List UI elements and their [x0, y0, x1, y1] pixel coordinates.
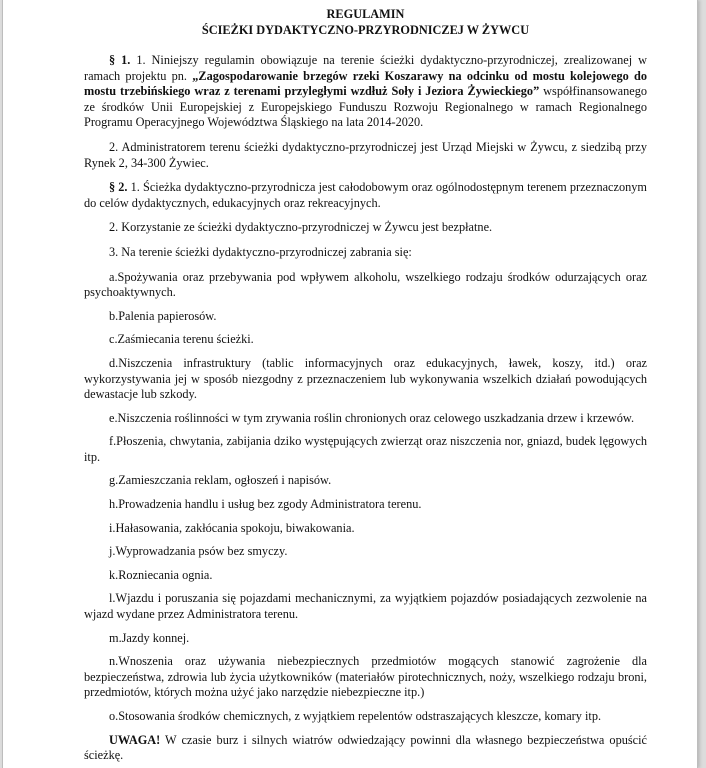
list-item: c.Zaśmiecania terenu ścieżki.	[109, 332, 254, 347]
section-2-text-1: 1. Ścieżka dydaktyczno-przyrodnicza jest całodobowym oraz ogólnodostępnym terenem przeznaczonym do celów dydaktycznych, edukacyjnych oraz rekreacyjnych.	[84, 180, 647, 210]
section-1-paragraph-2: 2. Administratorem terenu ścieżki dydaktyczno-przyrodniczej jest Urząd Miejski w Żywcu, z siedzibą przy Rynek 2, 34-300 Żywiec.	[84, 139, 647, 170]
list-item: m.Jazdy konnej.	[109, 630, 190, 645]
list-item: f.Płoszenia, chwytania, zabijania dziko występujących zwierząt oraz niszczenia nor, gniazd, budek lęgowych itp.	[84, 434, 647, 464]
section-1-paragraph-1	[84, 53, 647, 131]
list-item: o.Stosowania środków chemicznych, z wyjątkiem repelentów odstraszających kleszcze, komary itp.	[109, 709, 602, 723]
list-item: d.Niszczenia infrastruktury (tablic informacyjnych oraz edukacyjnych, ławek, koszy, itd.) oraz wykorzystywania jej w sposób niezgodny z przeznaczeniem lub wykonywania wszelkich działań powodujących dewastacje lub szkody.	[84, 355, 647, 402]
document-title: REGULAMIN	[326, 7, 405, 21]
prohibitions-list	[84, 270, 647, 725]
document-page	[2, 0, 698, 768]
list-item: n.Wnoszenia oraz używania niebezpiecznych przedmiotów mogących stanowić zagrożenie dla bezpieczeństwa, zdrowia lub życia użytkowników (materiałów pirotechnicznych, noży, wszelkiego rodzaju broni, przedmiotów, których można użyć jako narzędzie niebezpieczne itp.)	[84, 654, 647, 700]
warning-paragraph	[84, 733, 647, 764]
document-subtitle: ŚCIEŻKI DYDAKTYCZNO-PRZYRODNICZEJ W ŻYWCU	[201, 22, 530, 37]
list-item: j.Wyprowadzania psów bez smyczy.	[109, 544, 288, 559]
list-item: g.Zamieszczania reklam, ogłoszeń i napisów.	[109, 473, 332, 488]
section-1-marker: § 1.	[109, 53, 131, 67]
section-2-paragraph-2: 2. Korzystanie ze ścieżki dydaktyczno-przyrodniczej w Żywcu jest bezpłatne.	[109, 220, 493, 235]
list-item: k.Rozniecania ognia.	[109, 567, 213, 582]
section-1-text-a: 1. Niniejszy regulamin obowiązuje na terenie ścieżki dydaktyczno-przyrodniczej, zrealizowanej w ramach projektu pn.	[84, 53, 647, 83]
section-2-paragraph-3: 3. Na terenie ścieżki dydaktyczno-przyrodniczej zabrania się:	[109, 244, 412, 259]
project-name: „Zagospodarowanie brzegów rzeki Koszarawy na odcinku od mostu kolejowego do mostu trzebińskiego wraz z terenami przyległymi wzdłuż Soły i Jeziora Żywieckiego”	[84, 68, 647, 99]
list-item: b.Palenia papierosów.	[109, 308, 217, 323]
section-2-marker: § 2.	[109, 180, 128, 195]
list-item: h.Prowadzenia handlu i usług bez zgody Administratora terenu.	[109, 497, 422, 512]
list-item: i.Hałasowania, zakłócania spokoju, biwakowania.	[109, 520, 355, 535]
section-2-paragraph-1	[84, 180, 647, 211]
warning-text: W czasie burz i silnych wiatrów odwiedzający powinni dla własnego bezpieczeństwa opuścić ścieżkę.	[84, 732, 647, 763]
list-item: e.Niszczenia roślinności w tym zrywania roślin chronionych oraz celowego uszkadzania drzew i krzewów.	[109, 410, 635, 425]
warning-label: UWAGA!	[109, 732, 161, 747]
list-item: a.Spożywania oraz przebywania pod wpływem alkoholu, wszelkiego rodzaju środków odurzających oraz psychoaktywnych.	[84, 269, 647, 300]
section-1-text-b: współfinansowanego ze środków Unii Europejskiej z Europejskiego Funduszu Rozwoju Regionalnego w ramach Regionalnego Programu Operacyjnego Województwa Śląskiego na lata 2014-2020.	[84, 84, 647, 130]
list-item: l.Wjazdu i poruszania się pojazdami mechanicznymi, za wyjątkiem pojazdów posiadających zezwolenie na wjazd wydane przez Administratora terenu.	[84, 591, 647, 622]
document-content	[84, 7, 647, 764]
